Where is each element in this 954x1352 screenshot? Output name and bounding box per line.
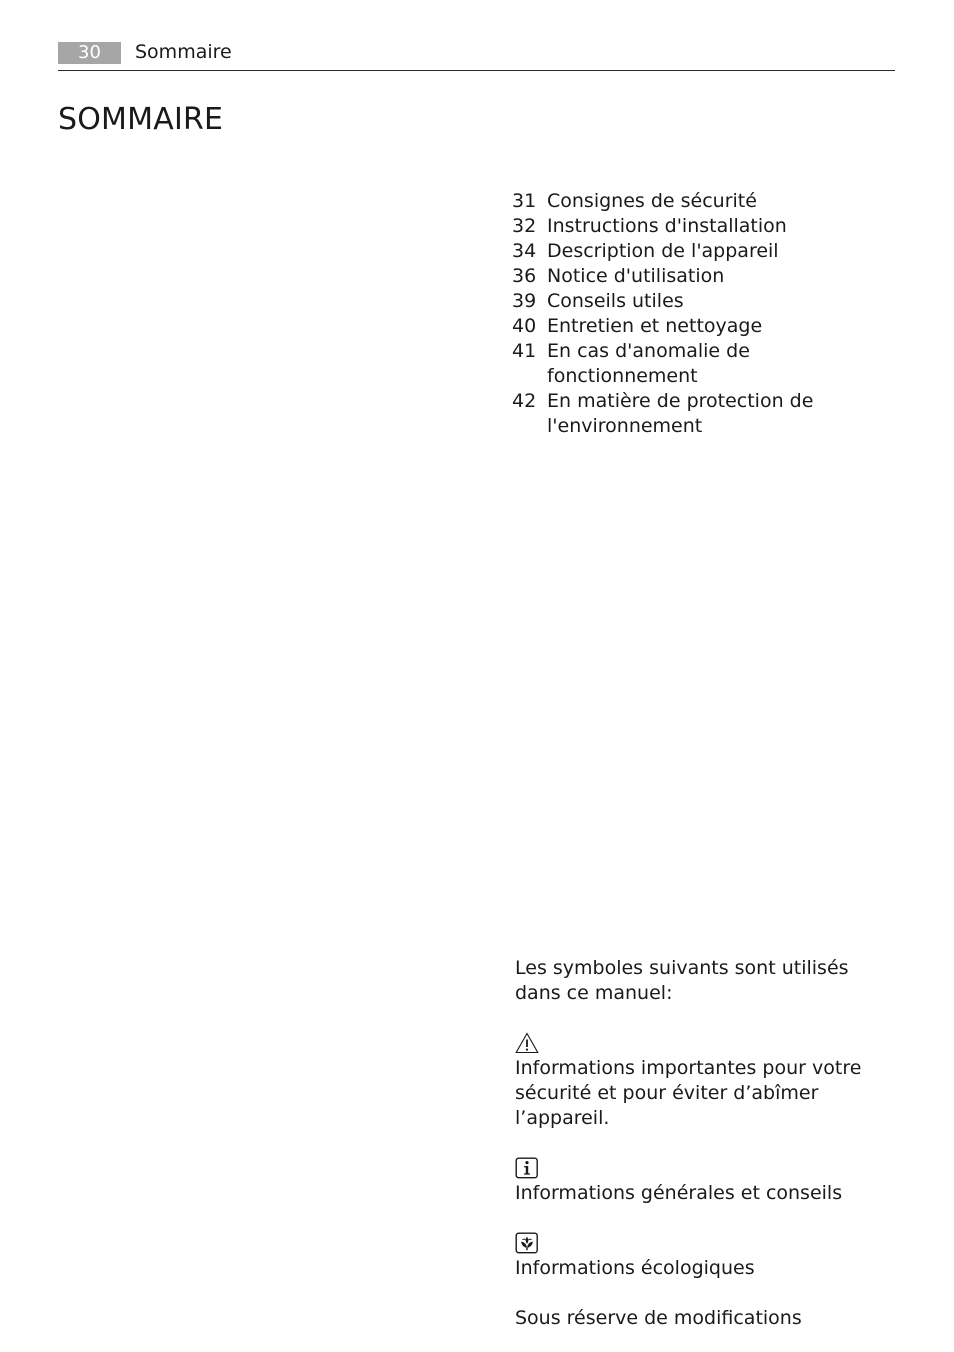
toc-page-number: 36 — [512, 265, 537, 287]
table-of-contents — [512, 189, 892, 439]
legend-intro: Les symboles suivants sont utilisés dans ce manuel: — [515, 957, 849, 1004]
toc-entry[interactable] — [512, 264, 892, 289]
toc-entry[interactable] — [512, 389, 892, 439]
toc-page-number: 31 — [512, 190, 537, 212]
toc-entry-title: Notice d'utilisation — [547, 265, 725, 287]
toc-page-number: 39 — [512, 290, 537, 312]
toc-page-number: 42 — [512, 390, 537, 412]
page-number: 30 — [58, 42, 121, 64]
toc-entry[interactable] — [512, 339, 892, 389]
symbol-description: Informations importantes pour votre sécurité et pour éviter d’abîmer l’appareil. — [515, 1057, 862, 1129]
warning-triangle-icon — [515, 1031, 893, 1056]
toc-page-number: 32 — [512, 215, 537, 237]
ecology-icon — [515, 1231, 893, 1256]
toc-entry-title: En matière de protection de l'environnement — [547, 390, 814, 437]
toc-entry-title: Instructions d'installation — [547, 215, 787, 237]
toc-entry-title: Entretien et nettoyage — [547, 315, 763, 337]
symbol-description: Informations générales et conseils — [515, 1182, 843, 1204]
toc-entry[interactable] — [512, 214, 892, 239]
toc-page-number: 40 — [512, 315, 537, 337]
page-header — [58, 40, 895, 71]
symbol-info — [515, 1156, 893, 1206]
symbol-legend — [515, 956, 893, 1331]
symbol-description: Informations écologiques — [515, 1257, 755, 1279]
toc-page-number: 41 — [512, 340, 537, 362]
toc-entry-title: Conseils utiles — [547, 290, 684, 312]
toc-entry[interactable] — [512, 314, 892, 339]
symbol-ecology — [515, 1231, 893, 1281]
symbol-warning — [515, 1031, 893, 1131]
toc-page-number: 34 — [512, 240, 537, 262]
toc-entry-title: Description de l'appareil — [547, 240, 779, 262]
page-title: SOMMAIRE — [58, 102, 224, 137]
header-title: Sommaire — [135, 41, 232, 63]
toc-entry-title: En cas d'anomalie de fonctionnement — [547, 340, 750, 387]
toc-entry-title: Consignes de sécurité — [547, 190, 757, 212]
toc-entry[interactable] — [512, 289, 892, 314]
legend-footer: Sous réserve de modifications — [515, 1307, 802, 1329]
toc-entry[interactable] — [512, 189, 892, 214]
toc-entry[interactable] — [512, 239, 892, 264]
info-icon — [515, 1156, 893, 1181]
